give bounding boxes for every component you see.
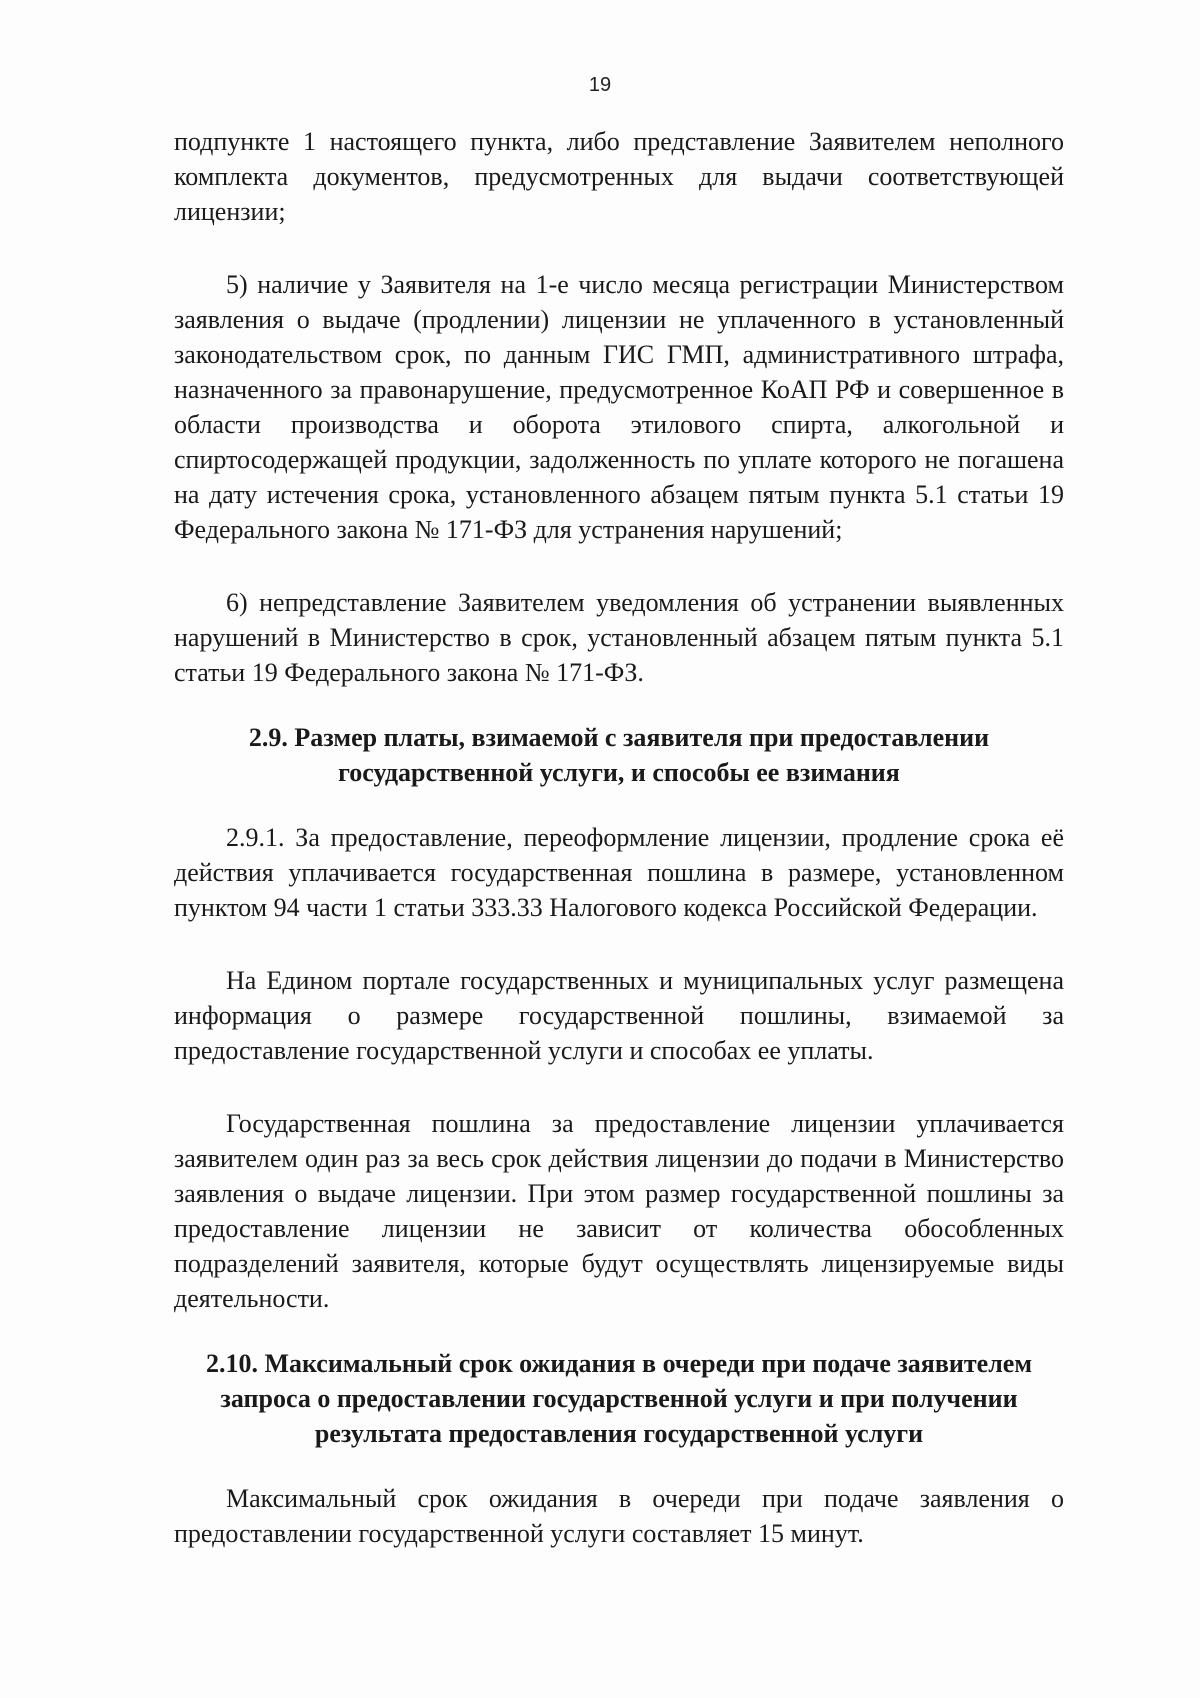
paragraph-state-duty: Государственная пошлина за предоставление лицензии уплачивается заявителем один раз за весь срок действия лицензии до подачи в Министерство заявления о выдаче лицензии. При этом размер государственной пошлины за предоставление лицензии не зависит от количества обособленных подразделений заявителя, которые будут осуществлять лицензируемые виды деятельности. bbox=[174, 1109, 1064, 1313]
page-number: 19 bbox=[588, 74, 612, 96]
paragraph-2-9-1: 2.9.1. За предоставление, переоформление лицензии, продление срока её действия уплачивается государственная пошлина в размере, установленном пунктом 94 части 1 статьи 333.33 Налогового кодекса Российской Федерации. bbox=[174, 823, 1064, 922]
paragraph-queue-time: Максимальный срок ожидания в очереди при подаче заявления о предоставлении государственной услуги составляет 15 минут. bbox=[174, 1484, 1064, 1548]
section-heading-2-9: 2.9. Размер платы, взимаемой с заявителя при предоставлении государственной услуги, и способы ее взимания bbox=[248, 723, 990, 787]
paragraph-item-5: 5) наличие у Заявителя на 1-е число месяца регистрации Министерством заявления о выдаче (продлении) лицензии не уплаченного в установленный законодательством срок, по данным ГИС ГМП, административного штрафа, назначенного за правонарушение, предусмотренное КоАП РФ и совершенное в области производства и оборота этилового спирта, алкогольной и спиртосодержащей продукции, задолженность по уплате которого не погашена на дату истечения срока, установленного абзацем пятым пункта 5.1 статьи 19 Федерального закона № 171-ФЗ для устранения нарушений; bbox=[174, 270, 1064, 544]
paragraph-portal-info: На Едином портале государственных и муниципальных услуг размещена информация о размере государственной пошлины, взимаемой за предоставление государственной услуги и способах ее уплаты. bbox=[174, 966, 1064, 1065]
page-content bbox=[174, 124, 1064, 1551]
paragraph-continuation: подпункте 1 настоящего пункта, либо представление Заявителем неполного комплекта документов, предусмотренных для выдачи соответствующей лицензии; bbox=[174, 127, 1064, 226]
paragraph-item-6: 6) непредставление Заявителем уведомления об устранении выявленных нарушений в Министерство в срок, установленный абзацем пятым пункта 5.1 статьи 19 Федерального закона № 171-ФЗ. bbox=[174, 588, 1064, 687]
section-heading-2-10: 2.10. Максимальный срок ожидания в очереди при подаче заявителем запроса о предоставлении государственной услуги и при получении результата предоставления государственной услуги bbox=[205, 1349, 1033, 1448]
